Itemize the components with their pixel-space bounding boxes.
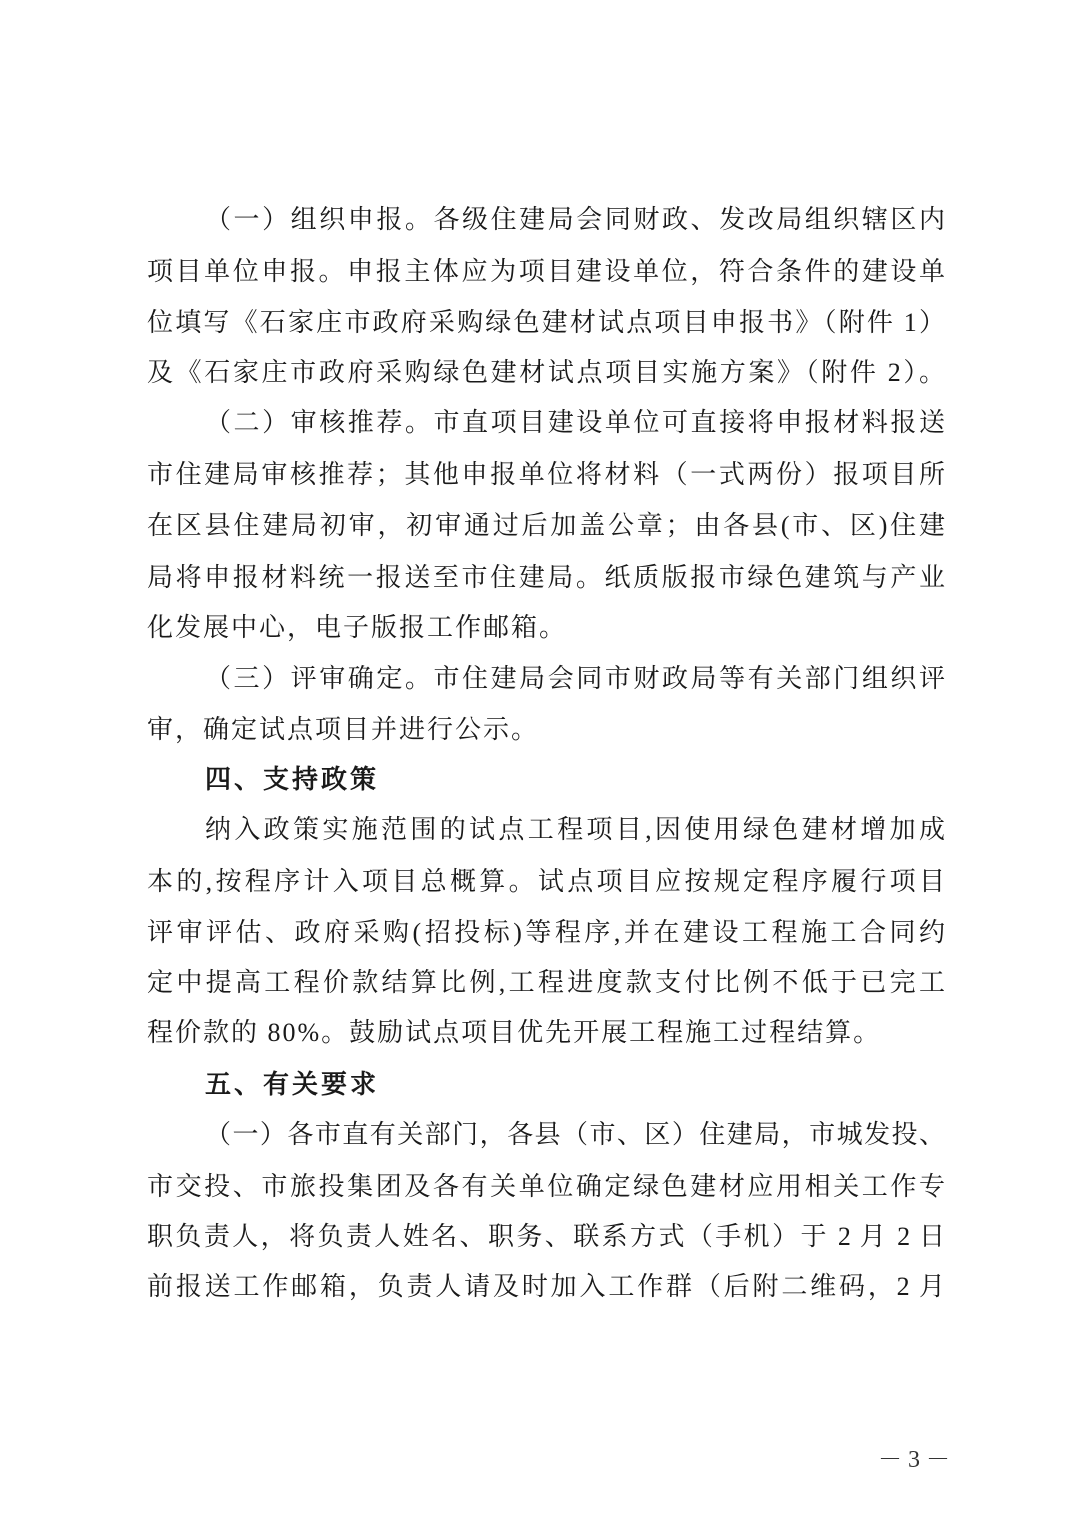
text-line: 化发展中心，电子版报工作邮箱。: [147, 613, 568, 642]
text-line: （二）审核推荐。市直项目建设单位可直接将申报材料报送: [205, 408, 945, 437]
text-line: 定中提高工程价款结算比例,工程进度款支付比例不低于已完工: [147, 968, 945, 997]
text-line: （一）组织申报。各级住建局会同财政、发改局组织辖区内: [205, 205, 945, 234]
page-number: － 3 －: [878, 1447, 950, 1473]
text-line: 市交投、市旅投集团及各有关单位确定绿色建材应用相关工作专: [147, 1172, 945, 1201]
text-line: 前报送工作邮箱，负责人请及时加入工作群（后附二维码，2 月: [147, 1272, 945, 1301]
text-line: 职负责人，将负责人姓名、职务、联系方式（手机）于 2 月 2 日: [147, 1222, 945, 1251]
text-line: 纳入政策实施范围的试点工程项目,因使用绿色建材增加成: [205, 815, 945, 844]
text-line: 程价款的 80%。鼓励试点项目优先开展工程施工过程结算。: [147, 1018, 882, 1047]
text-line: 市住建局审核推荐；其他申报单位将材料（一式两份）报项目所: [147, 460, 945, 489]
text-line: 及《石家庄市政府采购绿色建材试点项目实施方案》（附件 2）。: [147, 358, 945, 387]
text-line: 在区县住建局初审，初审通过后加盖公章；由各县(市、区)住建: [147, 511, 945, 540]
text-line: （三）评审确定。市住建局会同市财政局等有关部门组织评: [205, 664, 945, 693]
text-line: 局将申报材料统一报送至市住建局。纸质版报市绿色建筑与产业: [147, 563, 945, 592]
text-line: （一）各市直有关部门，各县（市、区）住建局，市城发投、: [205, 1120, 945, 1149]
text-line: 评审评估、政府采购(招投标)等程序,并在建设工程施工合同约: [147, 918, 945, 947]
text-line: 位填写《石家庄市政府采购绿色建材试点项目申报书》（附件 1）: [147, 308, 945, 337]
section-heading: 五、有关要求: [205, 1070, 380, 1100]
text-line: 本的,按程序计入项目总概算。试点项目应按规定程序履行项目: [147, 867, 945, 896]
text-line: 项目单位申报。申报主体应为项目建设单位，符合条件的建设单: [147, 257, 945, 286]
section-heading: 四、支持政策: [205, 765, 380, 795]
text-line: 审，确定试点项目并进行公示。: [147, 715, 540, 744]
